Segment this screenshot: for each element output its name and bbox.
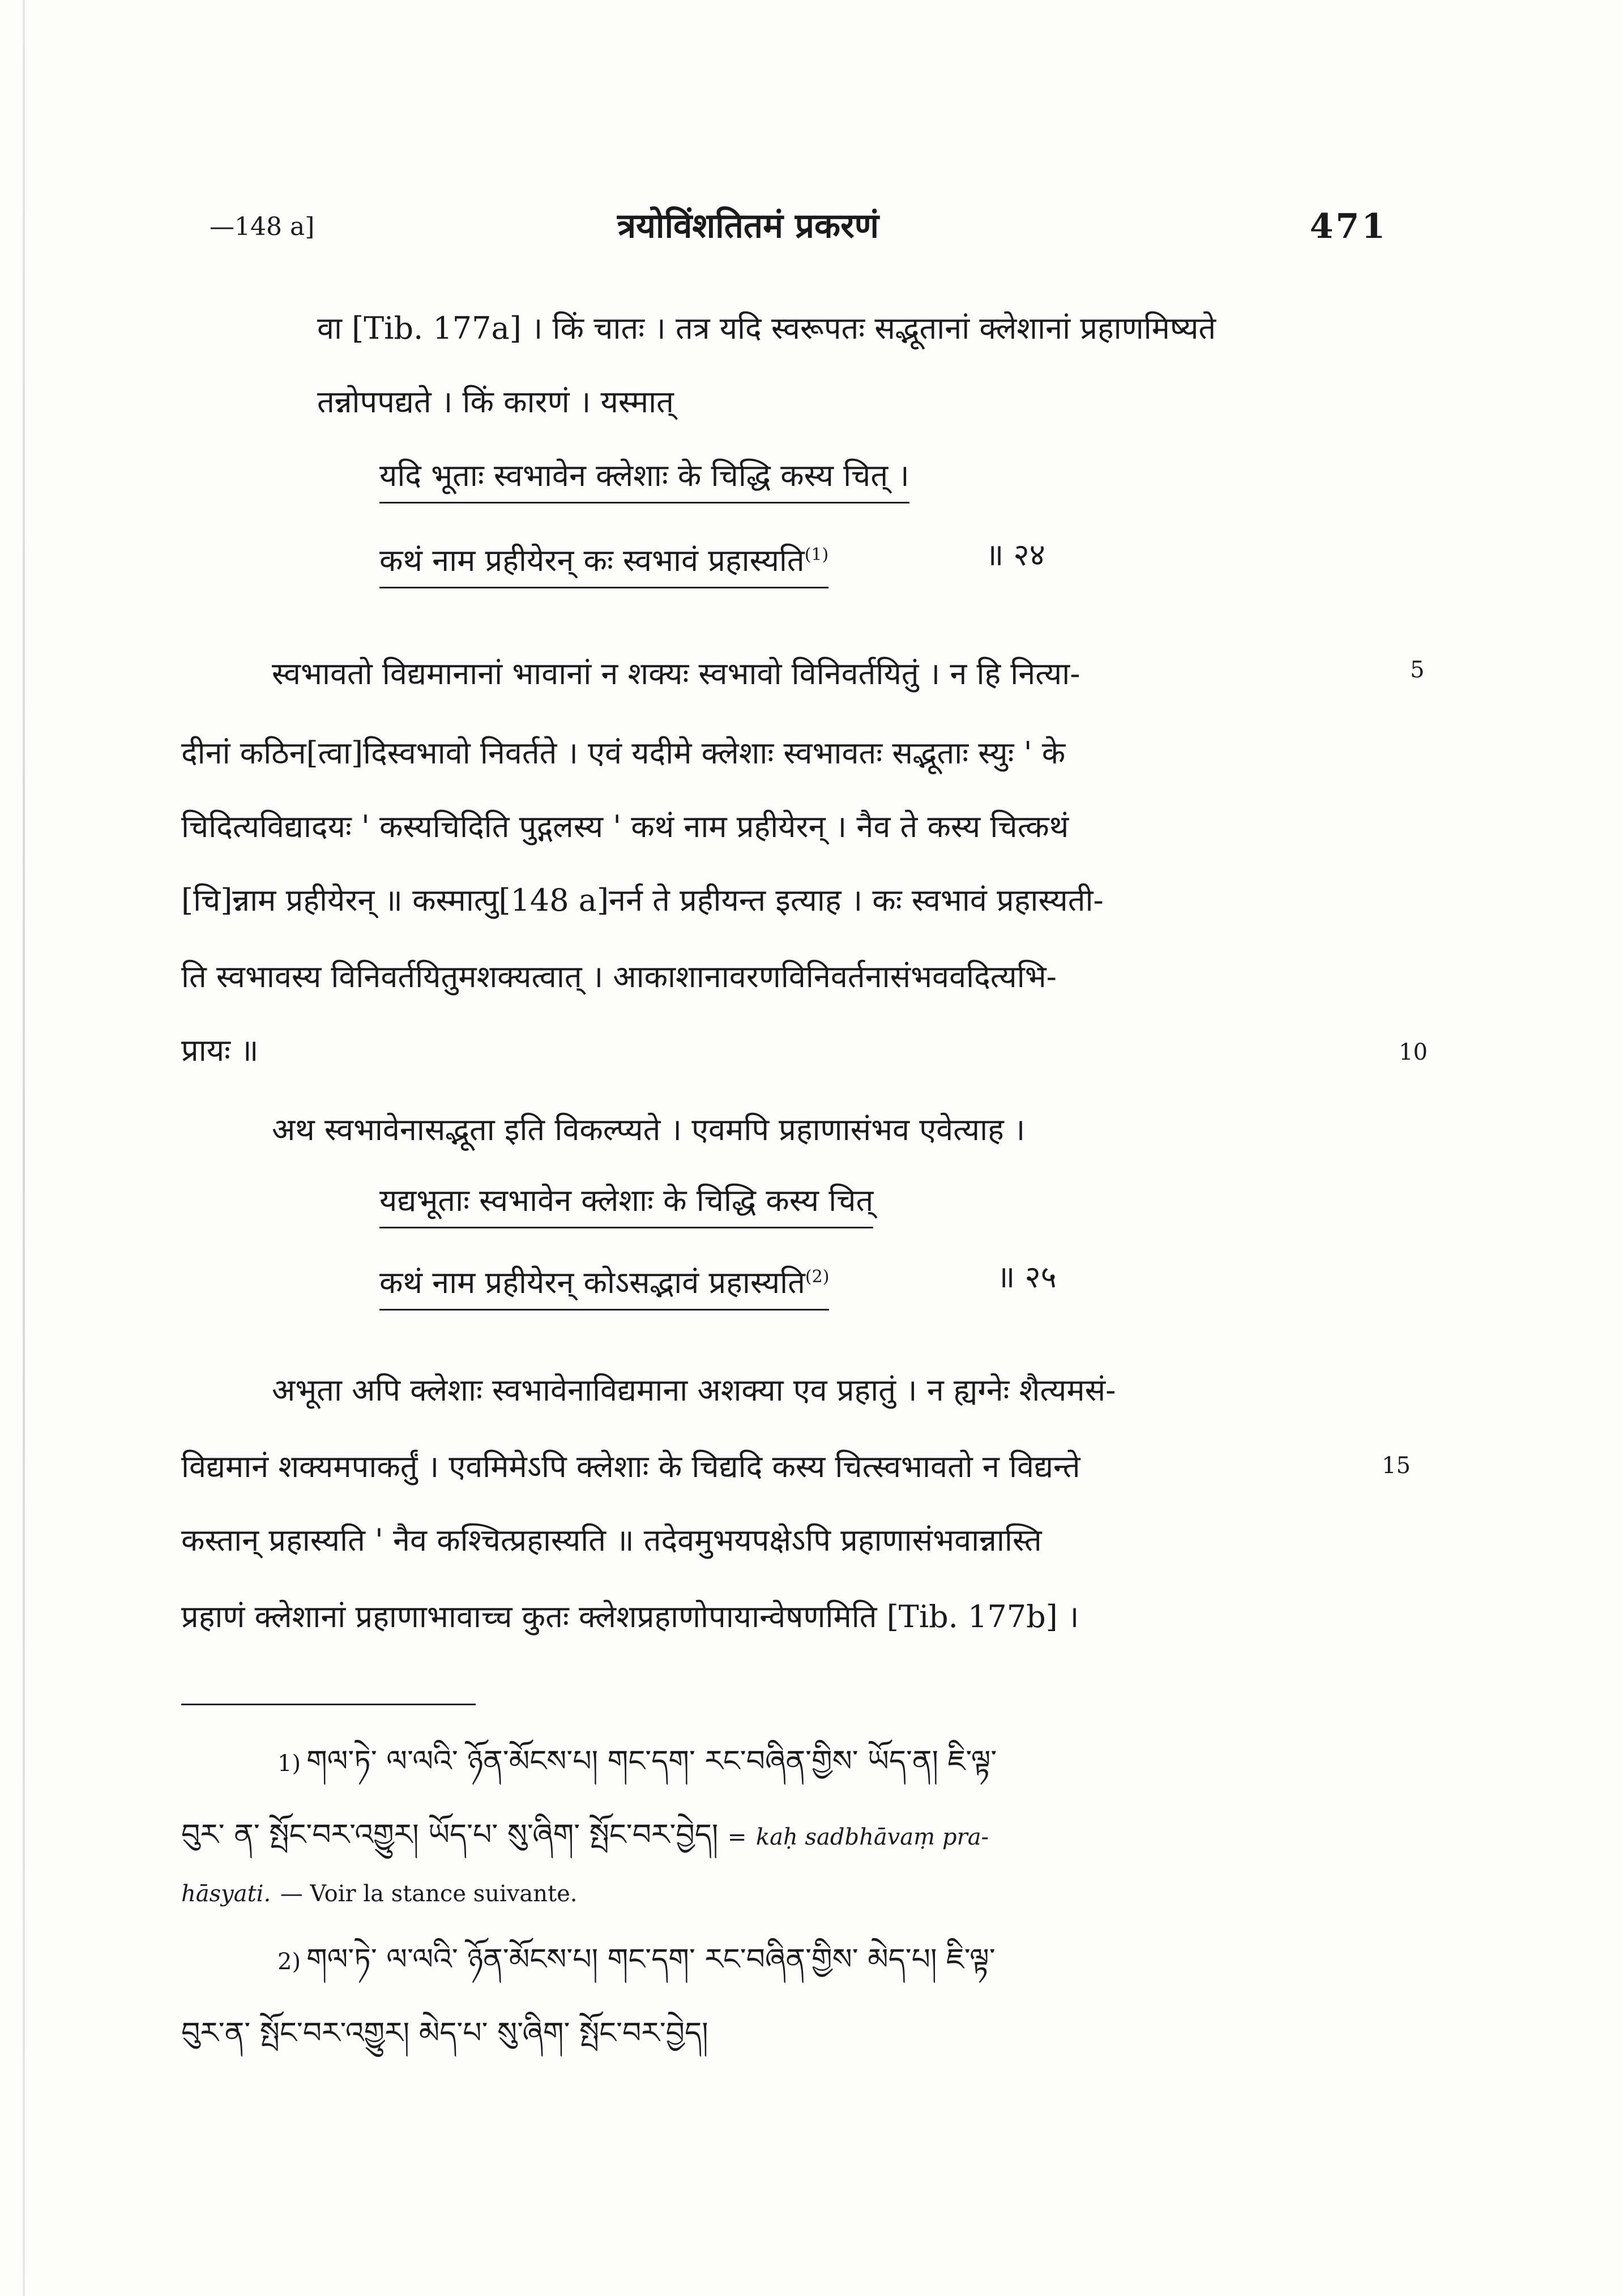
tibetan-text: གལ་ཏེ་ ལ་ལའི་ ཉོན་མོངས་པ། གང་དག་ རང་བཞིན་གྱིས་ ཡོད་ན། ཇི་ལྟ་ <box>306 1744 997 1778</box>
footnote-ref: (1) <box>804 545 829 565</box>
text-line: प्रहाणं क्लेशानां प्रहाणाभावाच्च कुतः क्लेशप्रहाणोपायान्वेषणमिति [Tib. 177b] । <box>181 1599 1079 1634</box>
verse-text: कथं नाम प्रहीयेरन् कः स्वभावं प्रहास्यति <box>379 543 805 578</box>
sanskrit-gloss: kaḥ sadbhāvaṃ pra- <box>755 1824 989 1850</box>
footnote-rule <box>181 1704 476 1705</box>
footnote-1-line-3 <box>181 1869 577 1917</box>
line-number: 10 <box>1399 1039 1428 1065</box>
footnote-ref: (2) <box>805 1267 830 1287</box>
text-line: अभूता अपि क्लेशाः स्वभावेनाविद्यमाना अशक्या एव प्रहातुं । न ह्यग्नेः शैत्यमसं- <box>272 1372 1116 1408</box>
page-number: 471 <box>1309 207 1387 246</box>
footnote-label: 1) <box>277 1751 301 1777</box>
verse-25-line-2 <box>379 1254 829 1311</box>
text-line: विद्यमानं शक्यमपाकर्तुं । एवमिमेऽपि क्लेशाः के चिद्यदि कस्य चित्स्वभावतो न विद्यन्ते <box>181 1449 1080 1484</box>
verse-25-line-1 <box>379 1178 873 1228</box>
footnote-1-line-2 <box>181 1812 989 1860</box>
verse-24-line-2 <box>379 532 828 588</box>
text-line: अथ स्वभावेनासद्भूता इति विकल्प्यते । एवमपि प्रहाणासंभव एवेत्याह । <box>272 1112 1026 1147</box>
line-number: 5 <box>1410 657 1425 683</box>
text-line: वा [Tib. 177a] । किं चातः । तत्र यदि स्वरूपतः सद्भूतानां क्लेशानां प्रहाणमिष्यते <box>317 310 1216 346</box>
footnote-2-line-1 <box>277 1937 996 1985</box>
text-line: प्रायः ॥ <box>181 1032 259 1068</box>
equals-sign: = <box>727 1824 747 1850</box>
sanskrit-gloss: hāsyati. <box>181 1881 271 1907</box>
line-number: 15 <box>1382 1453 1411 1479</box>
page-header <box>210 201 1387 258</box>
text-line: [चि]न्नाम प्रहीयेरन् ॥ कस्मात्पु[148 a]नर्न ते प्रहीयन्त इत्याह । कः स्वभावं प्रहास्यती- <box>181 882 1104 918</box>
folio-reference: —148 a] <box>210 212 315 241</box>
scan-edge <box>23 0 25 2296</box>
footnote-1-line-1 <box>277 1739 997 1786</box>
verse-number: ॥ २४ <box>985 537 1045 573</box>
text-line: तन्नोपपद्यते । किं कारणं । यस्मात् <box>317 384 674 420</box>
footnote-note: — Voir la stance suivante. <box>280 1881 578 1907</box>
text-line: दीनां कठिन[त्वा]दिस्वभावो निवर्तते । एवं यदीमे क्लेशाः स्वभावतः सद्भूताः स्युः ' के <box>181 735 1066 771</box>
verse-text: कथं नाम प्रहीयेरन् कोऽसद्भावं प्रहास्यति <box>379 1265 805 1300</box>
verse-24-line-1 <box>379 453 909 503</box>
verse-text: यद्यभूताः स्वभावेन क्लेशाः के चिद्धि कस्य चित् <box>379 1183 874 1218</box>
tibetan-text: གལ་ཏེ་ ལ་ལའི་ ཉོན་མོངས་པ། གང་དག་ རང་བཞིན་གྱིས་ མེད་པ། ཇི་ལྟ་ <box>306 1943 996 1977</box>
verse-text: यदि भूताः स्वभावेन क्लेशाः के चिद्धि कस्य चित् । <box>379 458 909 493</box>
tibetan-text: བུར་ན་ སྤོང་བར་འགྱུར། མེད་པ་ སུ་ཞིག་ སྤོང་བར་བྱེད། <box>181 2016 708 2050</box>
text-line: चिदित्यविद्यादयः ' कस्यचिदिति पुद्गलस्य ' कथं नाम प्रहीयेरन् । नैव ते कस्य चित्कथं <box>181 809 1069 844</box>
text-line: स्वभावतो विद्यमानानां भावानां न शक्यः स्वभावो विनिवर्तयितुं । न हि नित्या- <box>272 656 1080 692</box>
verse-number: ॥ २५ <box>997 1259 1057 1295</box>
tibetan-text: བུར་ ན་ སྤོང་བར་འགྱུར། ཡོད་པ་ སུ་ཞིག་ སྤོང་བར་བྱེད། <box>181 1818 719 1852</box>
text-line: ति स्वभावस्य विनिवर्तयितुमशक्यत्वात् । आकाशानावरणविनिवर्तनासंभववदित्यभि- <box>181 959 1057 995</box>
running-title: त्रयोविंशतितमं प्रकरणं <box>617 206 879 246</box>
footnote-2-line-2 <box>181 2011 708 2056</box>
text-line: कस्तान् प्रहास्यति ' नैव कश्चित्प्रहास्यति ॥ तदेवमुभयपक्षेऽपि प्रहाणासंभवान्नास्ति <box>181 1522 1042 1558</box>
footnote-label: 2) <box>277 1949 301 1975</box>
